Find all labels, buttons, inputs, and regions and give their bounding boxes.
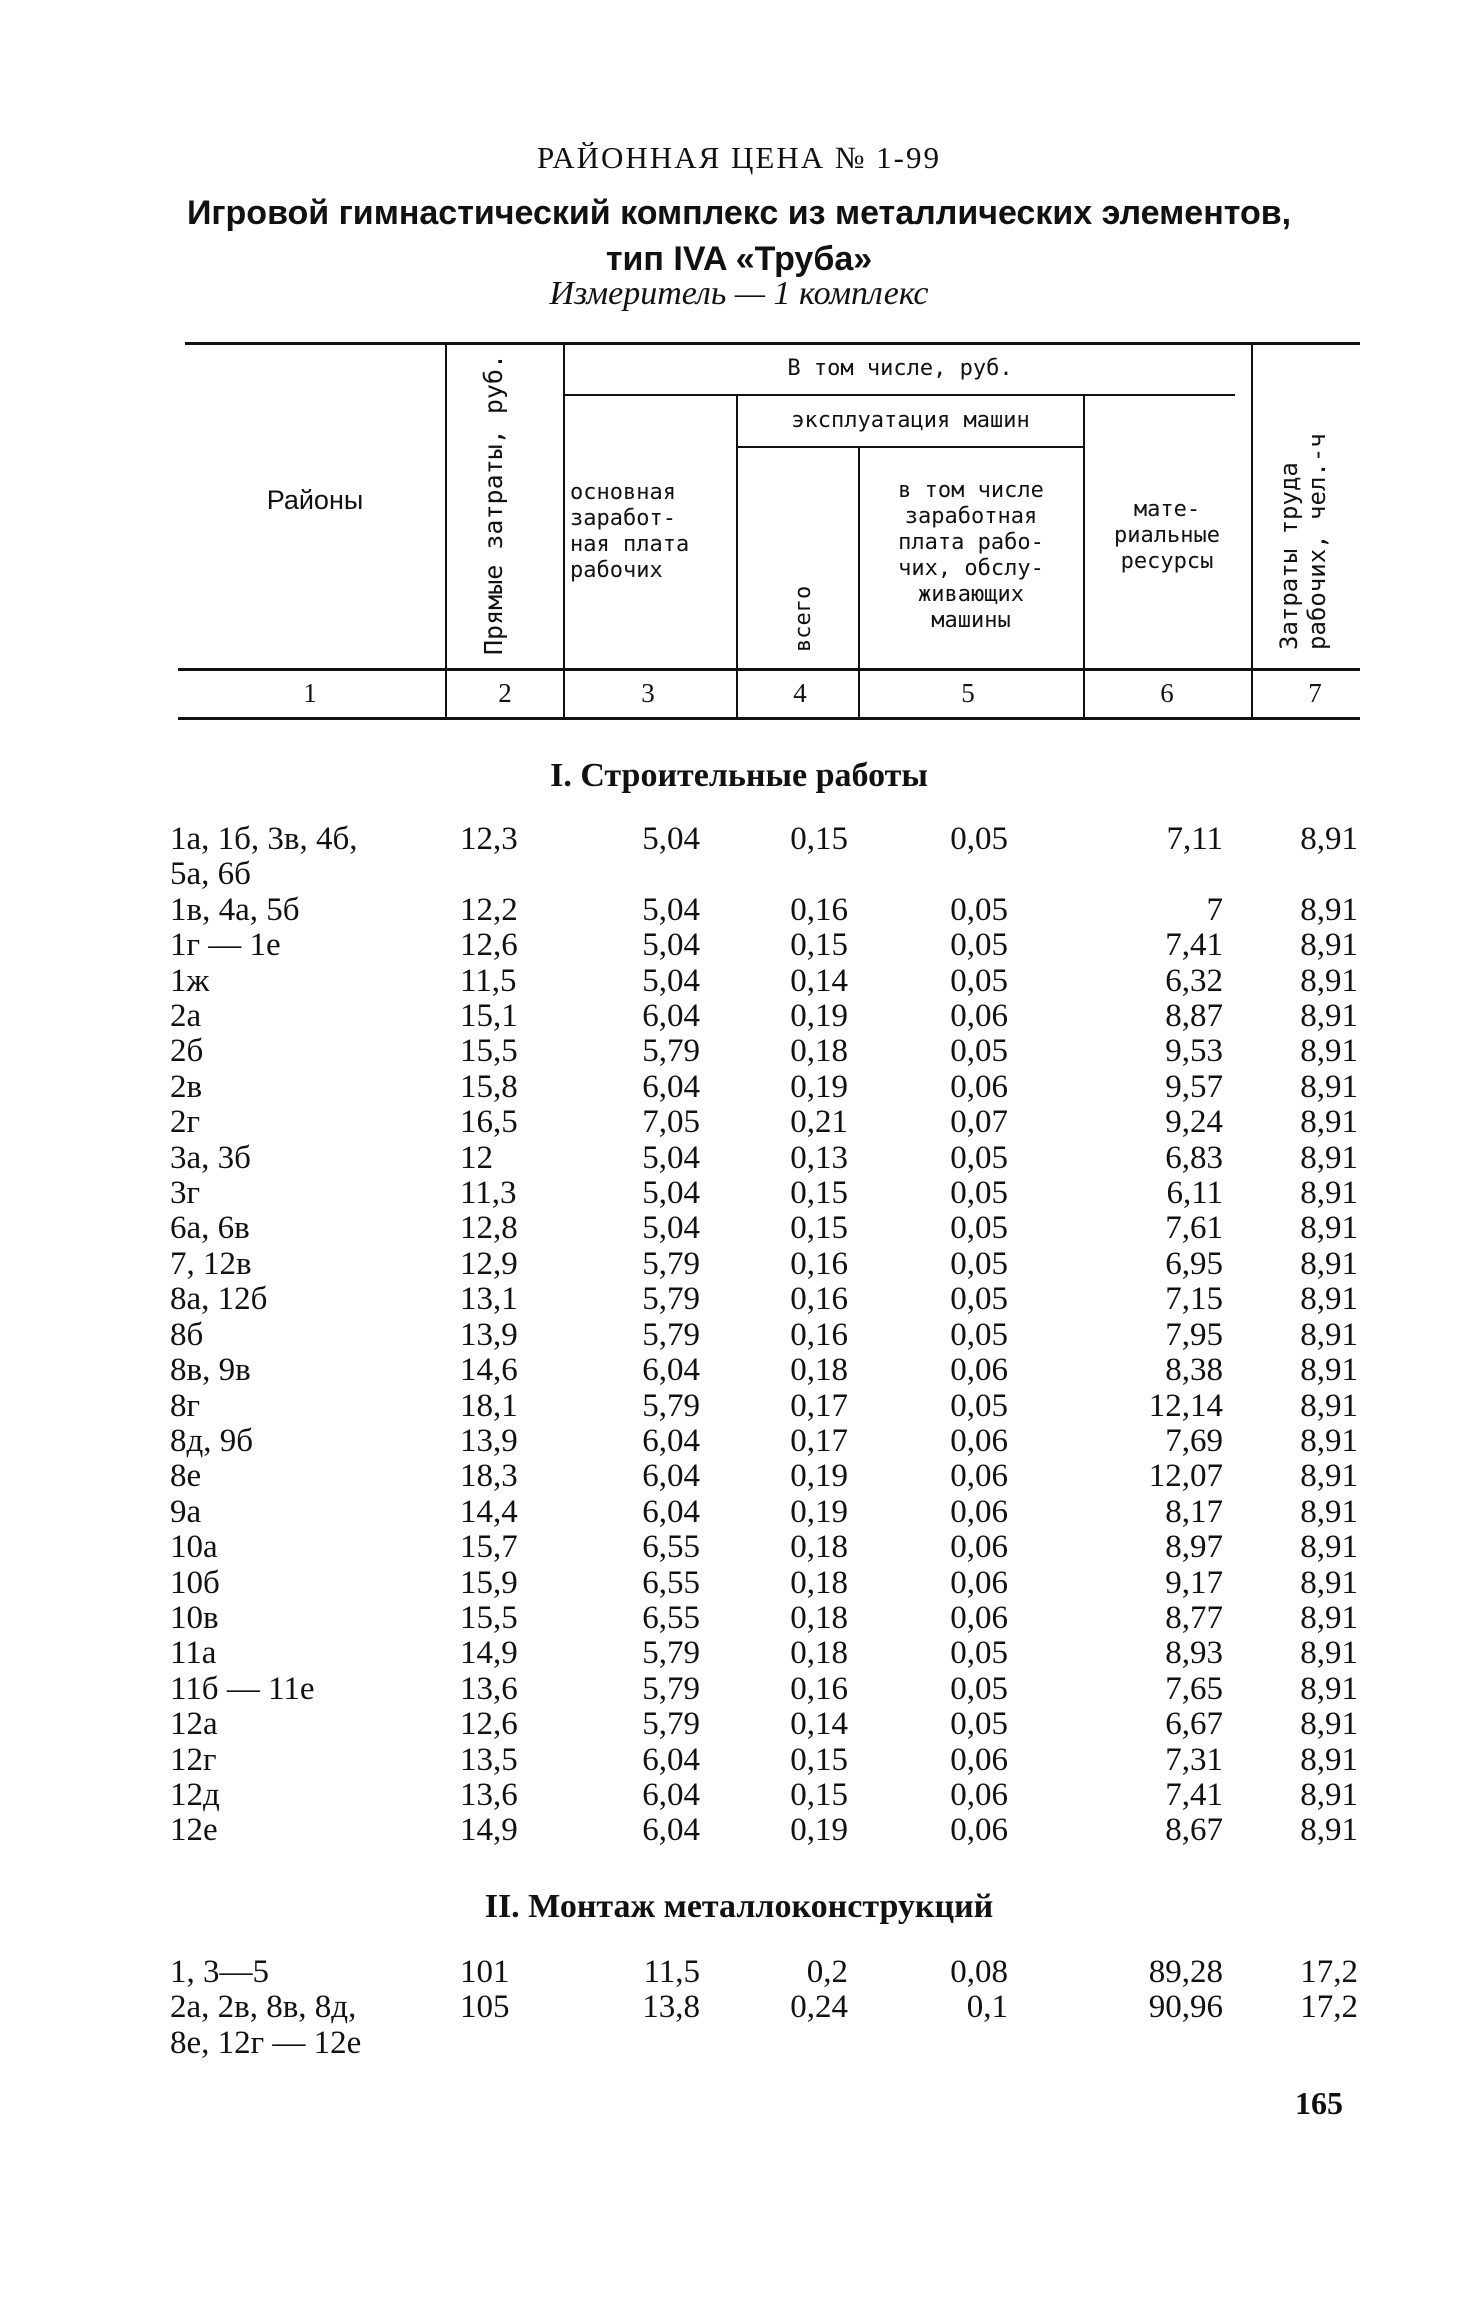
- value-cell: 18,3: [460, 1458, 518, 1495]
- value-cell: 0,2: [806, 1954, 848, 1990]
- table-row: [170, 1955, 1358, 1990]
- value-cell: 8,91: [1300, 1175, 1358, 1212]
- value-cell: 0,15: [790, 1210, 848, 1247]
- table-row: [170, 2026, 1358, 2061]
- value-cell: 12,8: [460, 1210, 518, 1247]
- value-cell: 5,04: [642, 1175, 700, 1212]
- value-cell: 8,93: [1165, 1635, 1223, 1672]
- table-row: [170, 1601, 1358, 1636]
- value-cell: 8,91: [1300, 1670, 1358, 1707]
- value-cell: 8,91: [1300, 1387, 1358, 1424]
- value-cell: 0,19: [790, 1812, 848, 1849]
- table-row: [170, 1211, 1358, 1246]
- value-cell: 5,79: [642, 1245, 700, 1282]
- value-cell: 15,5: [460, 1599, 518, 1636]
- value-cell: 17,2: [1300, 1954, 1358, 1990]
- value-cell: 0,18: [790, 1352, 848, 1389]
- value-cell: [1223, 2026, 1358, 2061]
- value-cell: 0,06: [950, 1493, 1008, 1530]
- value-cell: 6,04: [642, 1812, 700, 1849]
- value-cell: 6,55: [642, 1529, 700, 1566]
- value-cell: 8,91: [1300, 1104, 1358, 1141]
- value-cell: [1223, 857, 1358, 892]
- region-cell: 3г: [170, 1175, 201, 1212]
- value-cell: 8,91: [1300, 998, 1358, 1035]
- region-cell: 12д: [170, 1776, 220, 1813]
- value-cell: 14,9: [460, 1812, 518, 1849]
- value-cell: 8,17: [1165, 1493, 1223, 1530]
- region-cell: 1, 3—5: [170, 1954, 269, 1990]
- value-cell: [460, 2026, 560, 2061]
- value-cell: 14,4: [460, 1493, 518, 1530]
- region-cell: 2а, 2в, 8в, 8д,: [170, 1989, 357, 2026]
- value-cell: 0,05: [950, 1670, 1008, 1707]
- value-cell: 90,96: [1148, 1989, 1223, 2026]
- value-cell: 6,32: [1165, 962, 1223, 999]
- table-row: [170, 1530, 1358, 1565]
- value-cell: 0,13: [790, 1139, 848, 1176]
- region-cell: 12г: [170, 1741, 217, 1778]
- value-cell: 6,04: [642, 1493, 700, 1530]
- value-cell: 6,95: [1165, 1245, 1223, 1282]
- value-cell: 5,04: [642, 821, 700, 857]
- value-cell: [848, 2026, 1008, 2061]
- region-cell: 8а, 12б: [170, 1281, 268, 1318]
- value-cell: 6,04: [642, 1458, 700, 1495]
- value-cell: 0,06: [950, 998, 1008, 1035]
- value-cell: [560, 2026, 700, 2061]
- including-header: В том числе, руб.: [787, 356, 1013, 381]
- table-row: [170, 857, 1358, 892]
- region-cell: 12а: [170, 1706, 218, 1743]
- value-cell: 0,16: [790, 1670, 848, 1707]
- value-cell: 6,04: [642, 998, 700, 1035]
- materials-header: мате- риальные ресурсы: [1114, 497, 1220, 574]
- value-cell: 0,15: [790, 927, 848, 964]
- value-cell: 5,79: [642, 1387, 700, 1424]
- value-cell: 9,17: [1165, 1564, 1223, 1601]
- value-cell: 7,05: [642, 1104, 700, 1141]
- value-cell: 0,16: [790, 1281, 848, 1318]
- value-cell: 6,67: [1165, 1706, 1223, 1743]
- table-row: [170, 1105, 1358, 1140]
- section-1-table: [170, 822, 1358, 1849]
- table-row: [170, 1566, 1358, 1601]
- value-cell: 18,1: [460, 1387, 518, 1424]
- value-cell: 0,06: [950, 1812, 1008, 1849]
- table-row: [170, 893, 1358, 928]
- header-bottom-rule: [178, 668, 1360, 671]
- value-cell: 17,2: [1300, 1989, 1358, 2026]
- unit-of-measure: Измеритель — 1 комплекс: [549, 275, 929, 312]
- value-cell: 13,6: [460, 1670, 518, 1707]
- vline-4: [858, 448, 860, 717]
- value-cell: 16,5: [460, 1104, 518, 1141]
- value-cell: 0,06: [950, 1529, 1008, 1566]
- table-row: [170, 1424, 1358, 1459]
- region-cell: 10б: [170, 1564, 220, 1601]
- value-cell: 9,57: [1165, 1068, 1223, 1105]
- value-cell: 7,15: [1165, 1281, 1223, 1318]
- value-cell: 0,05: [950, 821, 1008, 857]
- value-cell: 8,91: [1300, 1033, 1358, 1070]
- value-cell: 8,91: [1300, 1635, 1358, 1672]
- value-cell: 12,9: [460, 1245, 518, 1282]
- value-cell: [700, 857, 848, 892]
- value-cell: 8,91: [1300, 1599, 1358, 1636]
- value-cell: 8,91: [1300, 1422, 1358, 1459]
- value-cell: 89,28: [1148, 1954, 1223, 1990]
- value-cell: 9,53: [1165, 1033, 1223, 1070]
- value-cell: 11,3: [460, 1175, 517, 1212]
- value-cell: 0,05: [950, 1139, 1008, 1176]
- table-row: [170, 999, 1358, 1034]
- table-row: [170, 1672, 1358, 1707]
- value-cell: 8,91: [1300, 821, 1358, 857]
- section-1-rows: [170, 822, 1358, 1849]
- table-row: [170, 1247, 1358, 1282]
- value-cell: 0,16: [790, 1316, 848, 1353]
- value-cell: 0,06: [950, 1599, 1008, 1636]
- value-cell: 12,2: [460, 891, 518, 928]
- table-row: [170, 1318, 1358, 1353]
- value-cell: 6,83: [1165, 1139, 1223, 1176]
- value-cell: [700, 2026, 848, 2061]
- value-cell: 0,21: [790, 1104, 848, 1141]
- region-cell: 5а, 6б: [170, 856, 251, 893]
- colnum-bottom-rule: [178, 717, 1360, 720]
- value-cell: 8,91: [1300, 1210, 1358, 1247]
- value-cell: 6,04: [642, 1776, 700, 1813]
- value-cell: 15,5: [460, 1033, 518, 1070]
- value-cell: 12,6: [460, 927, 518, 964]
- vline-5: [1083, 396, 1085, 717]
- value-cell: 0,05: [950, 1281, 1008, 1318]
- value-cell: 8,97: [1165, 1529, 1223, 1566]
- value-cell: 7,31: [1165, 1741, 1223, 1778]
- value-cell: 0,24: [790, 1989, 848, 2026]
- section-2-title: II. Монтаж металлоконструкций: [484, 1888, 994, 1925]
- colnum-3: 3: [641, 678, 655, 708]
- value-cell: 0,06: [950, 1741, 1008, 1778]
- value-cell: 14,6: [460, 1352, 518, 1389]
- value-cell: 7,65: [1165, 1670, 1223, 1707]
- region-cell: 9а: [170, 1493, 202, 1530]
- value-cell: 0,16: [790, 1245, 848, 1282]
- value-cell: 12: [460, 1139, 493, 1176]
- colnum-6: 6: [1160, 678, 1174, 708]
- value-cell: 0,19: [790, 998, 848, 1035]
- value-cell: 13,1: [460, 1281, 518, 1318]
- value-cell: 0,05: [950, 1175, 1008, 1212]
- value-cell: 0,05: [950, 1210, 1008, 1247]
- value-cell: 7,41: [1165, 927, 1223, 964]
- table-row: [170, 1176, 1358, 1211]
- value-cell: 5,04: [642, 927, 700, 964]
- incl-wage-header: в том числе заработная плата рабо- чих, обслу- живающих машины: [898, 478, 1044, 633]
- labor-header: Затраты труда рабочих, чел.-ч: [1275, 433, 1331, 650]
- value-cell: 0,15: [790, 1175, 848, 1212]
- value-cell: 5,79: [642, 1033, 700, 1070]
- total-header: всего: [791, 585, 816, 652]
- page-number: 165: [1295, 2085, 1343, 2121]
- value-cell: 5,04: [642, 1139, 700, 1176]
- value-cell: 0,05: [950, 891, 1008, 928]
- region-cell: 10а: [170, 1529, 218, 1566]
- title-line-1: Игровой гимнастический комплекс из металлических элементов,: [186, 194, 1292, 232]
- value-cell: 5,79: [642, 1635, 700, 1672]
- value-cell: 8,91: [1300, 1741, 1358, 1778]
- value-cell: 12,6: [460, 1706, 518, 1743]
- value-cell: 7: [1206, 891, 1223, 928]
- region-cell: 3а, 3б: [170, 1139, 251, 1176]
- value-cell: 15,1: [460, 998, 518, 1035]
- vline-6: [1251, 345, 1253, 717]
- value-cell: 11,5: [460, 962, 517, 999]
- value-cell: 8,91: [1300, 1706, 1358, 1743]
- colnum-2: 2: [498, 678, 512, 708]
- value-cell: 8,91: [1300, 1316, 1358, 1353]
- value-cell: [560, 857, 700, 892]
- value-cell: 5,04: [642, 1210, 700, 1247]
- region-cell: 2в: [170, 1068, 203, 1105]
- table-row: [170, 1034, 1358, 1069]
- region-cell: 1ж: [170, 962, 210, 999]
- vline-2: [563, 345, 565, 717]
- value-cell: 0,05: [950, 1245, 1008, 1282]
- value-cell: 8,91: [1300, 1352, 1358, 1389]
- value-cell: 12,07: [1148, 1458, 1223, 1495]
- table-row: [170, 928, 1358, 963]
- value-cell: 5,79: [642, 1670, 700, 1707]
- value-cell: 0,18: [790, 1033, 848, 1070]
- colnum-5: 5: [961, 678, 975, 708]
- vline-3: [736, 396, 738, 717]
- value-cell: 8,87: [1165, 998, 1223, 1035]
- value-cell: 0,15: [790, 1741, 848, 1778]
- value-cell: [848, 857, 1008, 892]
- table-row: [170, 1353, 1358, 1388]
- value-cell: 13,9: [460, 1316, 518, 1353]
- value-cell: 0,18: [790, 1529, 848, 1566]
- value-cell: 8,91: [1300, 1281, 1358, 1318]
- value-cell: 0,05: [950, 962, 1008, 999]
- table-row: [170, 1141, 1358, 1176]
- value-cell: 0,17: [790, 1422, 848, 1459]
- region-cell: 12е: [170, 1812, 218, 1849]
- colnum-1: 1: [303, 678, 317, 708]
- region-cell: 1а, 1б, 3в, 4б,: [170, 821, 358, 857]
- value-cell: 12,3: [460, 821, 518, 857]
- value-cell: 8,91: [1300, 927, 1358, 964]
- table-row: [170, 1389, 1358, 1424]
- region-cell: 8д, 9б: [170, 1422, 254, 1459]
- value-cell: 105: [460, 1989, 510, 2026]
- value-cell: 7,61: [1165, 1210, 1223, 1247]
- value-cell: 7,41: [1165, 1776, 1223, 1813]
- table-row: [170, 1707, 1358, 1742]
- value-cell: 6,55: [642, 1599, 700, 1636]
- value-cell: 7,69: [1165, 1422, 1223, 1459]
- price-code: РАЙОННАЯ ЦЕНА № 1-99: [536, 140, 942, 175]
- value-cell: 0,06: [950, 1564, 1008, 1601]
- value-cell: [1008, 2026, 1223, 2061]
- value-cell: 6,04: [642, 1741, 700, 1778]
- value-cell: 6,04: [642, 1068, 700, 1105]
- value-cell: [460, 857, 560, 892]
- value-cell: 0,17: [790, 1387, 848, 1424]
- value-cell: 6,04: [642, 1352, 700, 1389]
- region-cell: 8г: [170, 1387, 201, 1424]
- value-cell: 13,8: [642, 1989, 700, 2026]
- document-title: [0, 190, 1478, 282]
- value-cell: 15,8: [460, 1068, 518, 1105]
- value-cell: 0,06: [950, 1352, 1008, 1389]
- value-cell: 8,91: [1300, 1139, 1358, 1176]
- value-cell: 0,18: [790, 1635, 848, 1672]
- value-cell: 0,05: [950, 1033, 1008, 1070]
- region-cell: 2г: [170, 1104, 201, 1141]
- section-2-table: [170, 1955, 1358, 2061]
- value-cell: 0,06: [950, 1068, 1008, 1105]
- value-cell: 8,91: [1300, 1529, 1358, 1566]
- value-cell: [1008, 857, 1223, 892]
- value-cell: 8,91: [1300, 1776, 1358, 1813]
- value-cell: 0,16: [790, 891, 848, 928]
- region-cell: 7, 12в: [170, 1245, 252, 1282]
- value-cell: 8,91: [1300, 891, 1358, 928]
- table-row: [170, 1813, 1358, 1848]
- table-row: [170, 1459, 1358, 1494]
- value-cell: 0,07: [950, 1104, 1008, 1141]
- value-cell: 8,91: [1300, 1458, 1358, 1495]
- regions-header: Районы: [266, 485, 364, 515]
- value-cell: 6,04: [642, 1422, 700, 1459]
- value-cell: 0,06: [950, 1422, 1008, 1459]
- value-cell: 0,06: [950, 1776, 1008, 1813]
- section-2-rows: [170, 1955, 1358, 2061]
- value-cell: 0,19: [790, 1458, 848, 1495]
- value-cell: 0,19: [790, 1068, 848, 1105]
- region-cell: 11а: [170, 1635, 217, 1672]
- value-cell: 5,79: [642, 1706, 700, 1743]
- value-cell: 8,91: [1300, 1564, 1358, 1601]
- vline-1: [445, 345, 447, 717]
- region-cell: 1в, 4а, 5б: [170, 891, 300, 928]
- value-cell: 8,91: [1300, 1812, 1358, 1849]
- direct-costs-header: Прямые затраты, руб.: [479, 353, 508, 655]
- value-cell: 0,05: [950, 1706, 1008, 1743]
- value-cell: 0,08: [950, 1954, 1008, 1990]
- value-cell: 8,91: [1300, 1493, 1358, 1530]
- value-cell: 8,38: [1165, 1352, 1223, 1389]
- value-cell: 15,9: [460, 1564, 518, 1601]
- value-cell: 5,04: [642, 891, 700, 928]
- value-cell: 9,24: [1165, 1104, 1223, 1141]
- value-cell: 0,1: [966, 1989, 1008, 2026]
- value-cell: 0,18: [790, 1564, 848, 1601]
- table-row: [170, 1070, 1358, 1105]
- title-line-2: тип IVA «Труба»: [605, 240, 873, 278]
- main-wage-header: основная заработ- ная плата рабочих: [570, 480, 690, 583]
- region-cell: 8в, 9в: [170, 1352, 251, 1389]
- value-cell: 13,6: [460, 1776, 518, 1813]
- colnum-4: 4: [793, 678, 807, 708]
- value-cell: 5,79: [642, 1281, 700, 1318]
- region-cell: 8б: [170, 1316, 204, 1353]
- region-cell: 10в: [170, 1599, 219, 1636]
- value-cell: 13,5: [460, 1741, 518, 1778]
- value-cell: 101: [460, 1954, 510, 1990]
- value-cell: 0,06: [950, 1458, 1008, 1495]
- value-cell: 14,9: [460, 1635, 518, 1672]
- colnum-7: 7: [1308, 678, 1322, 708]
- machine-operation-header: эксплуатация машин: [791, 408, 1030, 433]
- value-cell: 7,95: [1165, 1316, 1223, 1353]
- table-row: [170, 1778, 1358, 1813]
- value-cell: 0,15: [790, 821, 848, 857]
- region-cell: 2а: [170, 998, 202, 1035]
- region-cell: 8е, 12г — 12е: [170, 2024, 362, 2061]
- table-row: [170, 964, 1358, 999]
- table-row: [170, 1495, 1358, 1530]
- value-cell: 7,11: [1166, 821, 1223, 857]
- value-cell: 5,04: [642, 962, 700, 999]
- table-row: [170, 1282, 1358, 1317]
- value-cell: 0,15: [790, 1776, 848, 1813]
- machines-rule: [738, 446, 1083, 448]
- table-top-rule: [185, 342, 1360, 345]
- table-row: [170, 1636, 1358, 1671]
- including-rule: [565, 394, 1235, 396]
- value-cell: 8,77: [1165, 1599, 1223, 1636]
- value-cell: 0,05: [950, 1316, 1008, 1353]
- value-cell: 8,91: [1300, 1068, 1358, 1105]
- table-row: [170, 822, 1358, 857]
- value-cell: 6,11: [1166, 1175, 1223, 1212]
- section-1-title: I. Строительные работы: [550, 757, 928, 794]
- value-cell: 0,14: [790, 962, 848, 999]
- value-cell: 8,67: [1165, 1812, 1223, 1849]
- value-cell: 5,79: [642, 1316, 700, 1353]
- table-row: [170, 1990, 1358, 2025]
- value-cell: 11,5: [643, 1954, 700, 1990]
- region-cell: 8е: [170, 1458, 202, 1495]
- value-cell: 0,05: [950, 927, 1008, 964]
- value-cell: 0,05: [950, 1635, 1008, 1672]
- value-cell: 15,7: [460, 1529, 518, 1566]
- region-cell: 2б: [170, 1033, 204, 1070]
- region-cell: 6а, 6в: [170, 1210, 250, 1247]
- value-cell: 13,9: [460, 1422, 518, 1459]
- value-cell: 0,05: [950, 1387, 1008, 1424]
- region-cell: 11б — 11е: [170, 1670, 315, 1707]
- value-cell: 12,14: [1148, 1387, 1223, 1424]
- table-row: [170, 1743, 1358, 1778]
- value-cell: 0,19: [790, 1493, 848, 1530]
- value-cell: 6,55: [642, 1564, 700, 1601]
- region-cell: 1г — 1е: [170, 927, 281, 964]
- value-cell: 8,91: [1300, 1245, 1358, 1282]
- value-cell: 0,18: [790, 1599, 848, 1636]
- value-cell: 8,91: [1300, 962, 1358, 999]
- value-cell: 0,14: [790, 1706, 848, 1743]
